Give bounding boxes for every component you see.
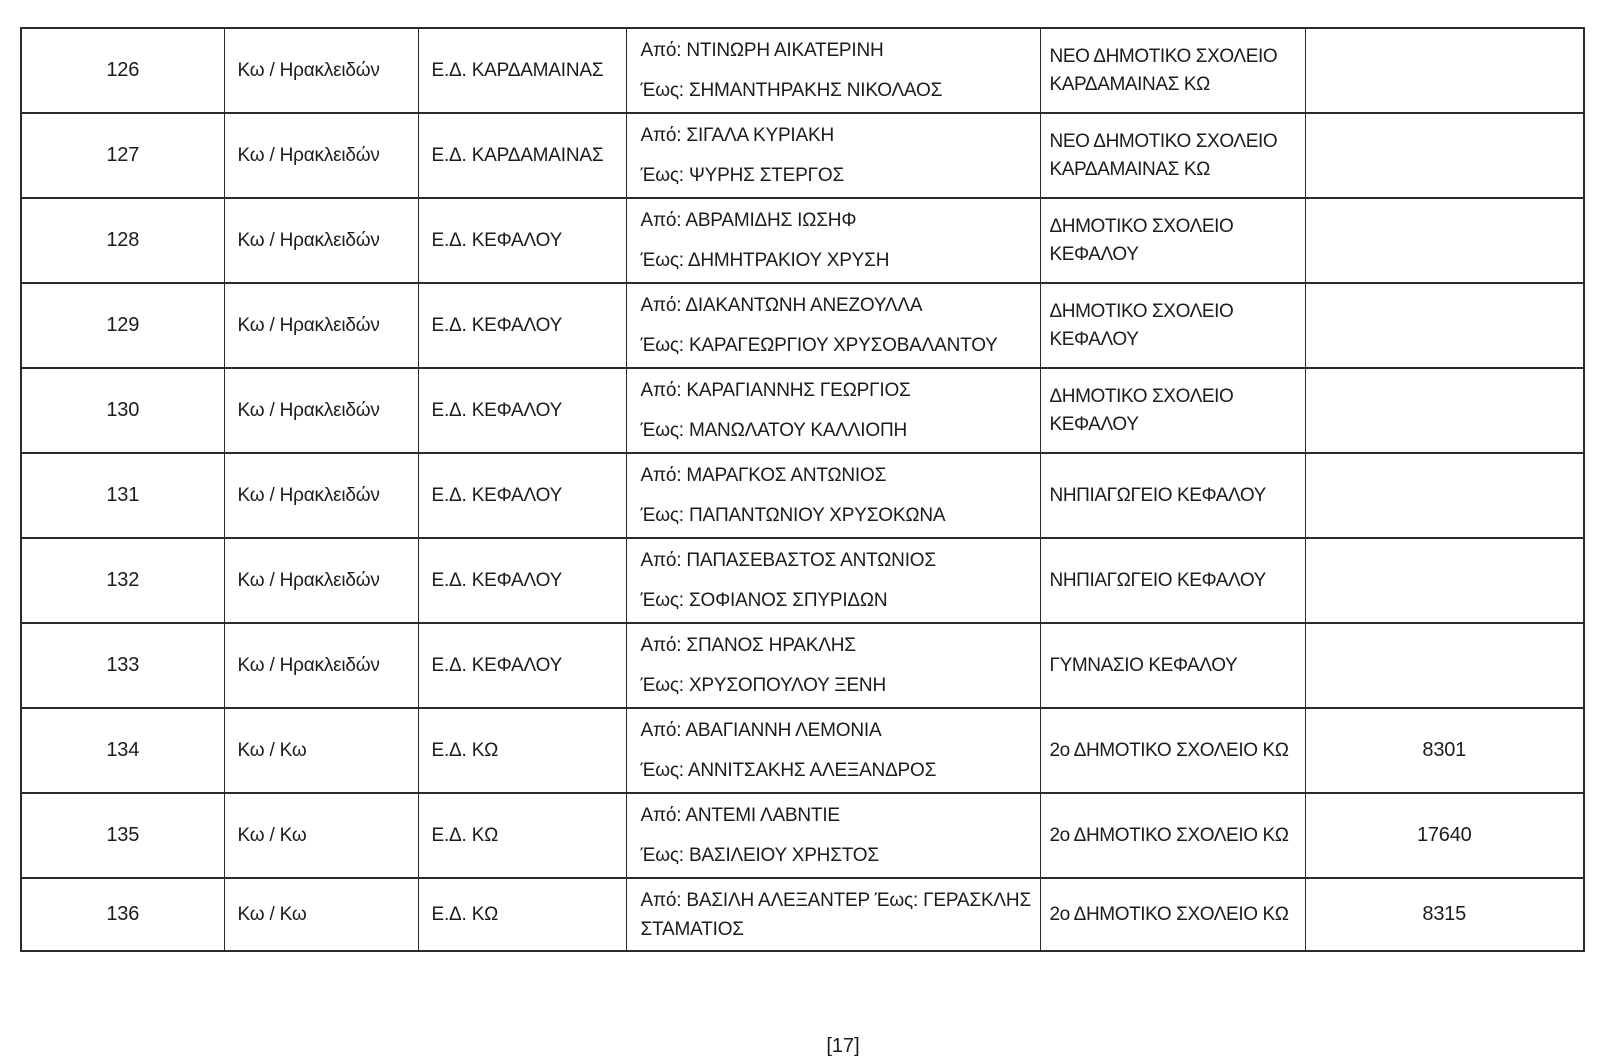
code-cell — [1305, 453, 1584, 538]
station-number-cell: 129 — [21, 283, 224, 368]
station-number-cell: 132 — [21, 538, 224, 623]
municipality-cell: Κω / Ηρακλειδών — [224, 623, 418, 708]
electoral-district-cell: Ε.Δ. ΚΕΦΑΛΟΥ — [418, 453, 626, 538]
from-line: Από: ΠΑΠΑΣΕΒΑΣΤΟΣ ΑΝΤΩΝΙΟΣ — [640, 549, 936, 571]
voter-range-cell — [626, 538, 1040, 623]
from-line: Από: ΣΙΓΑΛΑ ΚΥΡΙΑΚΗ — [640, 124, 834, 146]
station-number-cell: 127 — [21, 113, 224, 198]
table-row — [21, 538, 1584, 623]
school-name-line: ΔΗΜΟΤΙΚΟ ΣΧΟΛΕΙΟ — [1049, 215, 1234, 237]
electoral-district-cell: Ε.Δ. ΚΑΡΔΑΜΑΙΝΑΣ — [418, 113, 626, 198]
to-line: Έως: ΣΗΜΑΝΤΗΡΑΚΗΣ ΝΙΚΟΛΑΟΣ — [640, 79, 943, 101]
electoral-district-cell: Ε.Δ. ΚΩ — [418, 793, 626, 878]
table-row — [21, 113, 1584, 198]
code-cell: 8301 — [1305, 708, 1584, 793]
to-line: Έως: ΣΟΦΙΑΝΟΣ ΣΠΥΡΙΔΩΝ — [640, 589, 888, 611]
voter-range-cell — [626, 368, 1040, 453]
school-name-line: ΚΕΦΑΛΟΥ — [1049, 328, 1139, 350]
municipality-cell: Κω / Κω — [224, 878, 418, 951]
municipality-cell: Κω / Ηρακλειδών — [224, 198, 418, 283]
municipality-cell: Κω / Κω — [224, 793, 418, 878]
from-line: Από: ΚΑΡΑΓΙΑΝΝΗΣ ΓΕΩΡΓΙΟΣ — [640, 379, 911, 401]
table-row — [21, 623, 1584, 708]
voter-range-cell — [626, 793, 1040, 878]
table-row — [21, 198, 1584, 283]
code-cell — [1305, 538, 1584, 623]
electoral-district-cell: Ε.Δ. ΚΑΡΔΑΜΑΙΝΑΣ — [418, 28, 626, 113]
table-row — [21, 708, 1584, 793]
polling-place-cell — [1040, 453, 1305, 538]
school-name-line: 2ο ΔΗΜΟΤΙΚΟ ΣΧΟΛΕΙΟ ΚΩ — [1049, 903, 1289, 925]
code-cell — [1305, 28, 1584, 113]
station-number-cell: 133 — [21, 623, 224, 708]
school-name-line: ΔΗΜΟΤΙΚΟ ΣΧΟΛΕΙΟ — [1049, 300, 1234, 322]
table-row — [21, 28, 1584, 113]
polling-place-cell — [1040, 708, 1305, 793]
voter-range-cell — [626, 878, 1040, 951]
polling-place-cell — [1040, 878, 1305, 951]
to-line: Έως: ΚΑΡΑΓΕΩΡΓΙΟΥ ΧΡΥΣΟΒΑΛΑΝΤΟΥ — [640, 334, 998, 356]
table-row — [21, 283, 1584, 368]
code-cell — [1305, 368, 1584, 453]
from-line: Από: ΑΒΡΑΜΙΔΗΣ ΙΩΣΗΦ — [640, 209, 857, 231]
from-line: Από: ΝΤΙΝΩΡΗ ΑΙΚΑΤΕΡΙΝΗ — [640, 39, 884, 61]
polling-place-cell — [1040, 368, 1305, 453]
electoral-district-cell: Ε.Δ. ΚΩ — [418, 878, 626, 951]
electoral-district-cell: Ε.Δ. ΚΕΦΑΛΟΥ — [418, 283, 626, 368]
polling-place-cell — [1040, 28, 1305, 113]
municipality-cell: Κω / Ηρακλειδών — [224, 28, 418, 113]
from-line: Από: ΣΠΑΝΟΣ ΗΡΑΚΛΗΣ — [640, 634, 856, 656]
voter-range-cell — [626, 28, 1040, 113]
school-name-line: ΝΗΠΙΑΓΩΓΕΙΟ ΚΕΦΑΛΟΥ — [1049, 569, 1266, 591]
table-row — [21, 878, 1584, 951]
municipality-cell: Κω / Ηρακλειδών — [224, 538, 418, 623]
electoral-district-cell: Ε.Δ. ΚΕΦΑΛΟΥ — [418, 538, 626, 623]
municipality-cell: Κω / Κω — [224, 708, 418, 793]
school-name-line: 2ο ΔΗΜΟΤΙΚΟ ΣΧΟΛΕΙΟ ΚΩ — [1049, 824, 1289, 846]
from-line: Από: ΔΙΑΚΑΝΤΩΝΗ ΑΝΕΖΟΥΛΛΑ — [640, 294, 923, 316]
polling-place-cell — [1040, 793, 1305, 878]
station-number-cell: 130 — [21, 368, 224, 453]
polling-place-cell — [1040, 113, 1305, 198]
municipality-cell: Κω / Ηρακλειδών — [224, 113, 418, 198]
electoral-district-cell: Ε.Δ. ΚΕΦΑΛΟΥ — [418, 198, 626, 283]
electoral-district-cell: Ε.Δ. ΚΕΦΑΛΟΥ — [418, 368, 626, 453]
to-line: Έως: ΠΑΠΑΝΤΩΝΙΟΥ ΧΡΥΣΟΚΩΝΑ — [640, 504, 946, 526]
code-cell — [1305, 198, 1584, 283]
voter-range-cell — [626, 198, 1040, 283]
electoral-district-cell: Ε.Δ. ΚΕΦΑΛΟΥ — [418, 623, 626, 708]
code-cell — [1305, 623, 1584, 708]
to-line: Έως: ΧΡΥΣΟΠΟΥΛΟΥ ΞΕΝΗ — [640, 674, 886, 696]
from-line: Από: ΑΝΤΕΜΙ ΛΑΒΝΤΙΕ — [640, 804, 840, 826]
code-cell — [1305, 283, 1584, 368]
table-row — [21, 793, 1584, 878]
electoral-district-cell: Ε.Δ. ΚΩ — [418, 708, 626, 793]
code-cell: 17640 — [1305, 793, 1584, 878]
school-name-line: ΚΑΡΔΑΜΑΙΝΑΣ ΚΩ — [1049, 73, 1210, 95]
from-line: Από: ΑΒΑΓΙΑΝΝΗ ΛΕΜΟΝΙΑ — [640, 719, 882, 741]
school-name-line: ΚΕΦΑΛΟΥ — [1049, 413, 1139, 435]
table-row — [21, 368, 1584, 453]
voter-range-cell — [626, 113, 1040, 198]
municipality-cell: Κω / Ηρακλειδών — [224, 453, 418, 538]
polling-place-cell — [1040, 623, 1305, 708]
polling-place-cell — [1040, 198, 1305, 283]
to-line: Έως: ΨΥΡΗΣ ΣΤΕΡΓΟΣ — [640, 164, 844, 186]
voter-range-cell — [626, 708, 1040, 793]
voter-range-cell — [626, 283, 1040, 368]
school-name-line: ΚΑΡΔΑΜΑΙΝΑΣ ΚΩ — [1049, 158, 1210, 180]
school-name-line: ΝΕΟ ΔΗΜΟΤΙΚΟ ΣΧΟΛΕΙΟ — [1049, 130, 1278, 152]
voter-range-cell — [626, 453, 1040, 538]
municipality-cell: Κω / Ηρακλειδών — [224, 283, 418, 368]
polling-stations-table-body — [21, 28, 1584, 951]
to-line: Έως: ΜΑΝΩΛΑΤΟΥ ΚΑΛΛΙΟΠΗ — [640, 419, 907, 441]
code-cell: 8315 — [1305, 878, 1584, 951]
page-number: [17] — [826, 1035, 860, 1057]
code-cell — [1305, 113, 1584, 198]
voter-range-cell — [626, 623, 1040, 708]
polling-stations-table — [20, 27, 1585, 952]
to-line: Έως: ΑΝΝΙΤΣΑΚΗΣ ΑΛΕΞΑΝΔΡΟΣ — [640, 759, 937, 781]
station-number-cell: 134 — [21, 708, 224, 793]
station-number-cell: 128 — [21, 198, 224, 283]
polling-place-cell — [1040, 538, 1305, 623]
voter-range-text: Από: ΒΑΣΙΛΗ ΑΛΕΞΑΝΤΕΡ Έως: ΓΕΡΑΣΚΛΗΣ ΣΤΑΜΑΤΙΟΣ — [640, 889, 1031, 940]
polling-place-cell — [1040, 283, 1305, 368]
station-number-cell: 126 — [21, 28, 224, 113]
to-line: Έως: ΒΑΣΙΛΕΙΟΥ ΧΡΗΣΤΟΣ — [640, 844, 879, 866]
school-name-line: ΚΕΦΑΛΟΥ — [1049, 243, 1139, 265]
school-name-line: ΔΗΜΟΤΙΚΟ ΣΧΟΛΕΙΟ — [1049, 385, 1234, 407]
station-number-cell: 131 — [21, 453, 224, 538]
from-line: Από: ΜΑΡΑΓΚΟΣ ΑΝΤΩΝΙΟΣ — [640, 464, 887, 486]
to-line: Έως: ΔΗΜΗΤΡΑΚΙΟΥ ΧΡΥΣΗ — [640, 249, 890, 271]
station-number-cell: 135 — [21, 793, 224, 878]
school-name-line: ΝΕΟ ΔΗΜΟΤΙΚΟ ΣΧΟΛΕΙΟ — [1049, 45, 1278, 67]
table-row — [21, 453, 1584, 538]
station-number-cell: 136 — [21, 878, 224, 951]
school-name-line: ΝΗΠΙΑΓΩΓΕΙΟ ΚΕΦΑΛΟΥ — [1049, 484, 1266, 506]
municipality-cell: Κω / Ηρακλειδών — [224, 368, 418, 453]
school-name-line: ΓΥΜΝΑΣΙΟ ΚΕΦΑΛΟΥ — [1049, 654, 1238, 676]
school-name-line: 2ο ΔΗΜΟΤΙΚΟ ΣΧΟΛΕΙΟ ΚΩ — [1049, 739, 1289, 761]
